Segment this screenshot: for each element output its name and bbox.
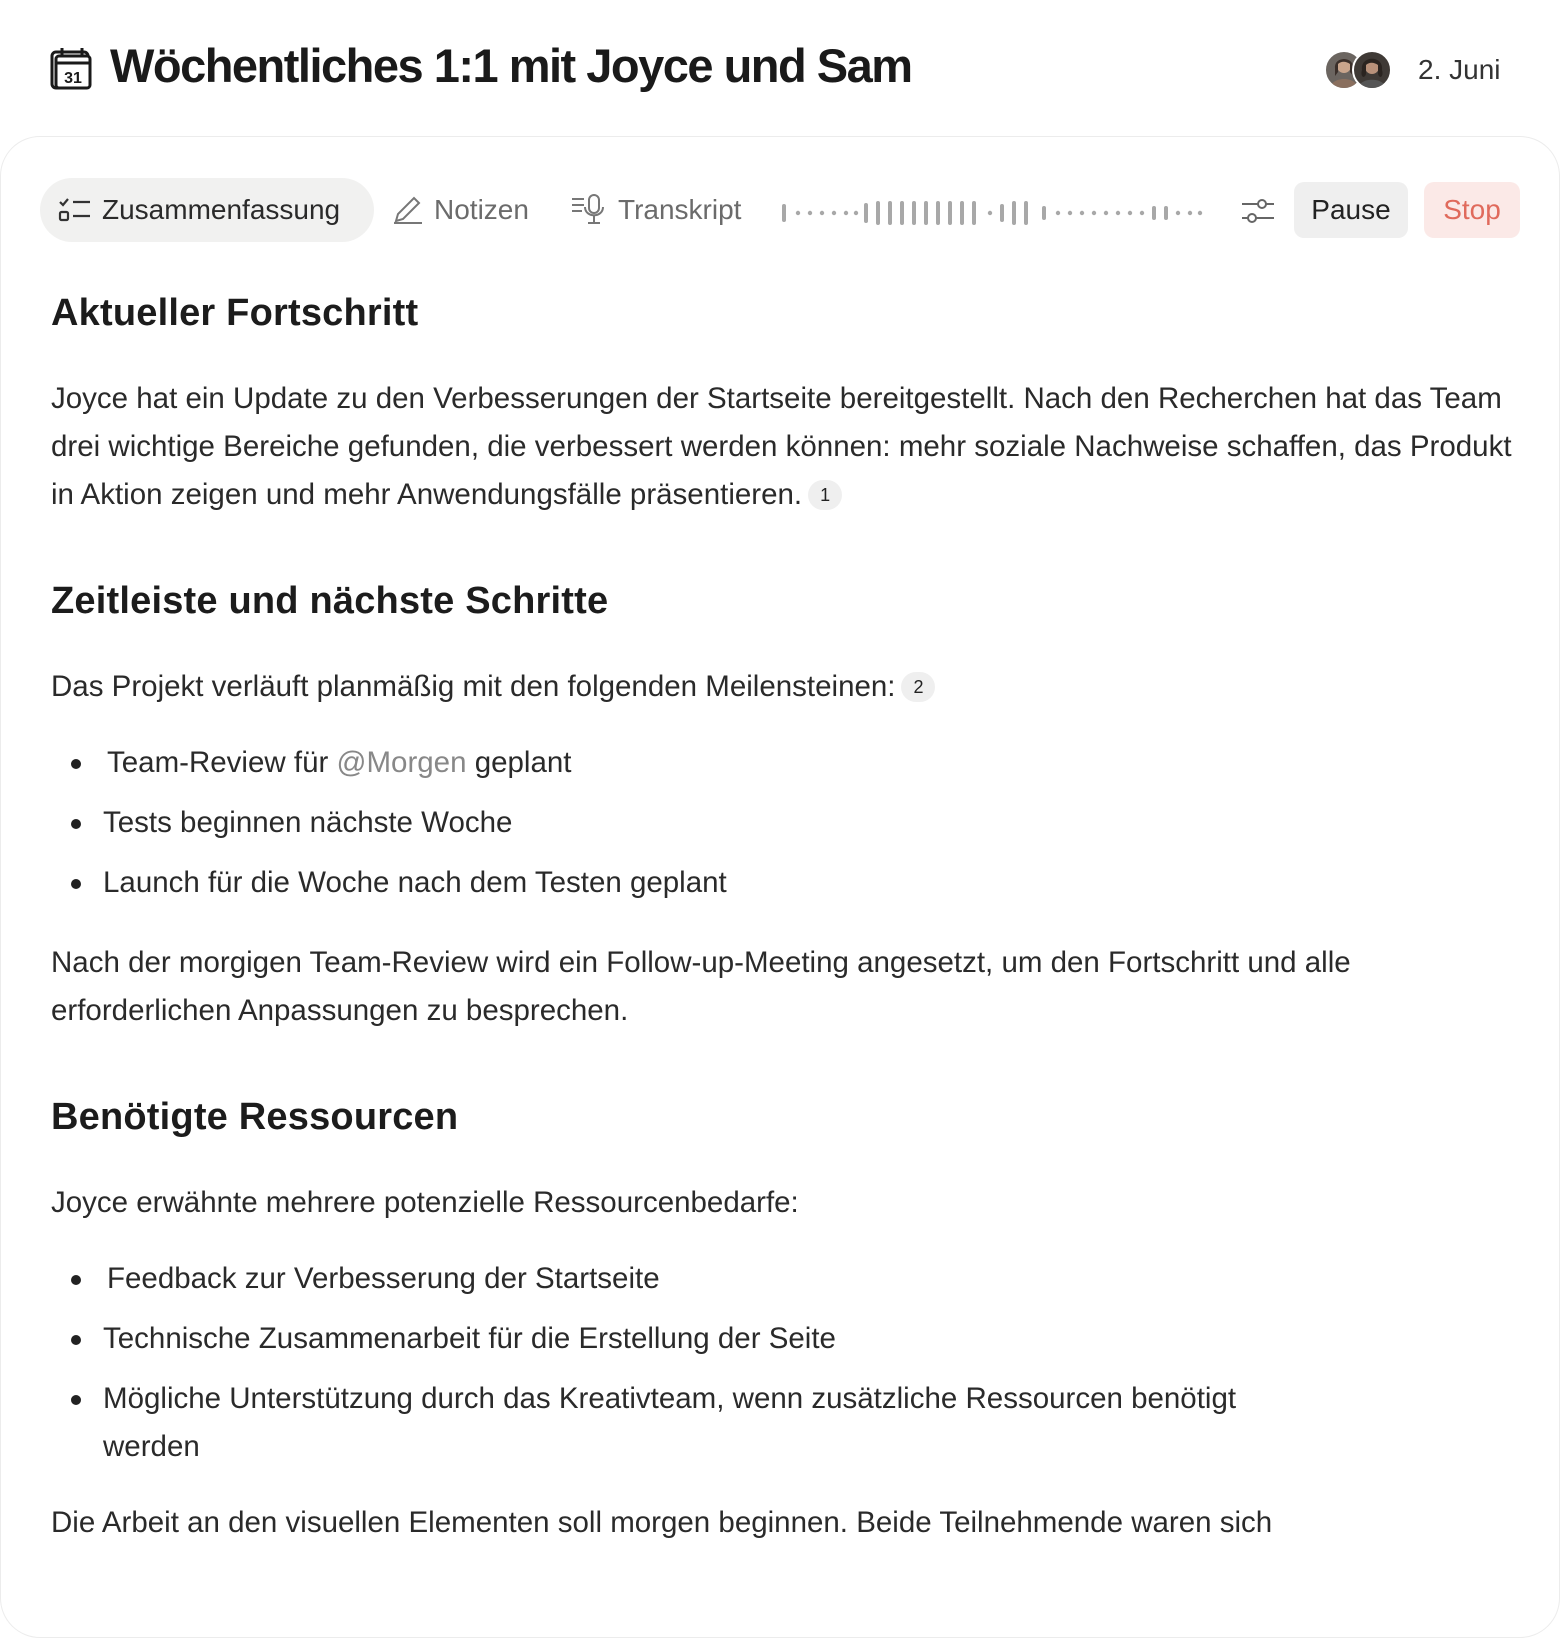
stop-button[interactable]: Stop: [1424, 182, 1520, 238]
list-item: Team-Review für @Morgen geplant: [51, 739, 1521, 787]
resource-list: [51, 1255, 1521, 1483]
calendar-icon-day: 31: [64, 70, 82, 87]
citation-badge[interactable]: 1: [808, 480, 842, 510]
list-item: Launch für die Woche nach dem Testen geplant: [51, 859, 1521, 907]
list-item: Feedback zur Verbesserung der Startseite: [51, 1255, 1521, 1303]
mention-link[interactable]: @Morgen: [336, 746, 467, 779]
tab-transcript-label: Transkript: [618, 194, 742, 225]
section-paragraph: [51, 375, 1521, 519]
pause-button[interactable]: Pause: [1294, 182, 1408, 238]
list-item: Tests beginnen nächste Woche: [51, 799, 1521, 847]
list-item: Technische Zusammenarbeit für die Erstellung der Seite: [51, 1315, 1521, 1363]
section-paragraph: Joyce erwähnte mehrere potenzielle Ressourcenbedarfe:: [51, 1186, 799, 1219]
tab-summary-label: Zusammenfassung: [102, 194, 341, 225]
list-item: Mögliche Unterstützung durch das Kreativteam, wenn zusätzliche Ressourcen benötigt werden: [51, 1375, 1333, 1471]
tab-notes[interactable]: [392, 178, 529, 242]
milestone-list: [51, 739, 1521, 919]
pencil-icon: [392, 195, 424, 225]
paragraph-text: Das Projekt verläuft planmäßig mit den folgenden Meilensteinen:: [51, 670, 896, 703]
avatar[interactable]: [1352, 50, 1392, 90]
calendar-icon: [50, 46, 92, 90]
tab-notes-label: Notizen: [434, 194, 529, 225]
section-heading: Benötigte Ressourcen: [51, 1096, 459, 1138]
paragraph-text: Joyce hat ein Update zu den Verbesserungen der Startseite bereitgestellt. Nach den Recherchen hat das Team drei wichtige Bereiche gefunden, die verbessert werden können: mehr soziale Nachweise schaffen, das Produkt in Aktion zeigen und mehr Anwendungsfälle präsentieren.: [51, 382, 1512, 511]
tab-summary[interactable]: [40, 178, 374, 242]
section-heading: Zeitleiste und nächste Schritte: [51, 580, 609, 622]
participants[interactable]: [1324, 50, 1394, 88]
section-paragraph: [51, 663, 1521, 711]
tab-transcript[interactable]: [570, 178, 741, 242]
section-heading: Aktueller Fortschritt: [51, 292, 419, 334]
section-paragraph: Nach der morgigen Team-Review wird ein Follow-up-Meeting angesetzt, um den Fortschritt und alle erforderlichen Anpassungen zu besprechen.: [51, 946, 1351, 1027]
sliders-icon[interactable]: [1238, 194, 1278, 228]
section-paragraph: Die Arbeit an den visuellen Elementen soll morgen beginnen. Beide Teilnehmende waren sich: [51, 1506, 1273, 1539]
meeting-date: 2. Juni: [1418, 54, 1501, 85]
meeting-header: [0, 0, 1560, 138]
checklist-icon: [58, 196, 92, 224]
transcript-mic-icon: [570, 194, 608, 226]
audio-waveform: [780, 196, 1204, 230]
page-title: Wöchentliches 1:1 mit Joyce und Sam: [110, 39, 912, 92]
citation-badge[interactable]: 2: [901, 672, 935, 702]
